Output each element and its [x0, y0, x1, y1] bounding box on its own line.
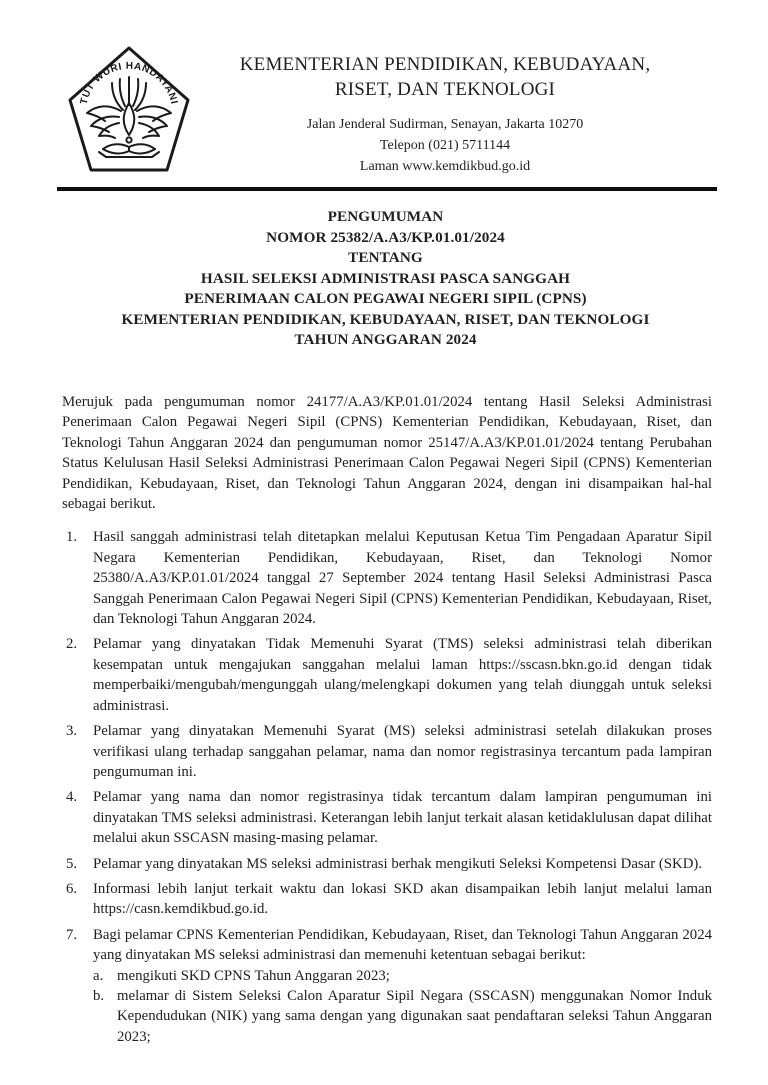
item-lead-text: Bagi pelamar CPNS Kementerian Pendidikan, Kebudayaan, Riset, dan Teknologi Tahun Anggaran 2024 yang dinyatakan MS seleksi administrasi dan memenuhi ketentuan sebagai berikut:	[93, 926, 712, 964]
letterhead-address	[188, 114, 702, 177]
item-text	[93, 925, 712, 1047]
list-item-3	[62, 721, 712, 782]
address-phone: Telepon (021) 5711144	[379, 138, 511, 153]
title-line-nomor: NOMOR 25382/A.A3/KP.01.01/2024	[266, 228, 505, 246]
list-item-7	[62, 925, 712, 1047]
title-line-subject3: KEMENTERIAN PENDIDIKAN, KEBUDAYAAN, RISET, DAN TEKNOLOGI	[121, 310, 650, 328]
list-item-4	[62, 787, 712, 848]
item-number: 4.	[66, 789, 78, 806]
sub-item-label: a.	[93, 967, 104, 984]
list-item-1	[62, 527, 712, 629]
item-text: Hasil sanggah administrasi telah ditetapkan melalui Keputusan Ketua Tim Pengadaan Aparatur Sipil Negara Kementerian Pendidikan, Kebudayaan, Riset, dan Teknologi Nomor 25380/A.A3/KP.01.01/2024 tanggal 27 September 2024 tentang Hasil Seleksi Administrasi Pasca Sanggah Penerimaan Calon Pegawai Negeri Sipil (CPNS) Kementerian Pendidikan, Kebudayaan, Riset, dan Teknologi Tahun Anggaran 2024.	[93, 529, 712, 628]
sub-item-label: b.	[93, 987, 105, 1004]
item-number: 1.	[66, 529, 78, 546]
sub-item-a	[93, 966, 712, 986]
item-number: 6.	[66, 880, 78, 897]
item-number: 3.	[66, 723, 78, 740]
sub-item-text: melamar di Sistem Seleksi Calon Aparatur Sipil Negara (SSCASN) menggunakan Nomor Induk Kependudukan (NIK) yang sama dengan yang digunakan saat pendaftaran seleksi Tahun Anggaran 2023;	[117, 987, 712, 1045]
item-text: Pelamar yang dinyatakan Memenuhi Syarat (MS) seleksi administrasi setelah dilakukan proses verifikasi ulang terhadap sanggahan pelamar, nama dan nomor registrasinya tercantum pada lampiran pengumuman ini.	[93, 723, 712, 780]
item-text: Informasi lebih lanjut terkait waktu dan lokasi SKD akan disampaikan lebih lanjut melalui laman https://casn.kemdikbud.go.id.	[93, 880, 712, 918]
address-website: Laman www.kemdikbud.go.id	[359, 159, 531, 174]
item-number: 2.	[66, 636, 78, 653]
announcement-title	[59, 207, 712, 351]
tut-wuri-handayani-logo-icon	[59, 43, 199, 175]
list-item-2	[62, 634, 712, 716]
item-text: Pelamar yang dinyatakan MS seleksi administrasi berhak mengikuti Seleksi Kompetensi Dasar (SKD).	[93, 855, 703, 872]
list-item-6	[62, 879, 712, 920]
item-text: Pelamar yang nama dan nomor registrasinya tidak tercantum dalam lampiran pengumuman ini dinyatakan TMS seleksi administrasi. Keterangan lebih lanjut terkait alasan ketidaklulusan dapat dilihat melalui akun SSCASN masing-masing pelamar.	[93, 789, 712, 847]
announcement-body	[62, 392, 712, 1052]
address-street: Jalan Jenderal Sudirman, Senayan, Jakarta 10270	[306, 117, 584, 132]
opening-paragraph: Merujuk pada pengumuman nomor 24177/A.A3/KP.01.01/2024 tentang Hasil Seleksi Administrasi Penerimaan Calon Pegawai Negeri Sipil (CPNS) Kementerian Pendidikan, Kebudayaan, Riset, dan Teknologi Tahun Anggaran 2024 dan pengumuman nomor 25147/A.A3/KP.01.01/2024 tentang Perubahan Status Kelulusan Hasil Seleksi Administrasi Penerimaan Calon Pegawai Negeri Sipil (CPNS) Kementerian Pendidikan, Kebudayaan, Riset, dan Teknologi Tahun Anggaran 2024, dengan ini disampaikan hal-hal sebagai berikut.	[62, 394, 712, 513]
item-number: 7.	[66, 926, 78, 943]
logo-emblem	[87, 77, 171, 157]
ministry-name-line2: RISET, DAN TEKNOLOGI	[334, 79, 556, 100]
letterhead-divider	[57, 187, 717, 191]
ministry-name-line1: KEMENTERIAN PENDIDIKAN, KEBUDAYAAN,	[239, 54, 651, 75]
list-item-5	[62, 854, 712, 874]
title-line-pengumuman: PENGUMUMAN	[327, 208, 444, 225]
logo-motto-text: TUT WURI HANDAYANI	[78, 60, 180, 106]
item-number: 5.	[66, 855, 78, 872]
item-text: Pelamar yang dinyatakan Tidak Memenuhi Syarat (TMS) seleksi administrasi telah diberikan kesempatan untuk mengajukan sanggahan melalui laman https://sscasn.bkn.go.id dengan tidak memperbaiki/mengubah/mengunggah ulang/melengkapi dokumen yang telah diunggah untuk seleksi administrasi.	[93, 636, 712, 714]
letterhead	[188, 52, 702, 177]
title-line-subject1: HASIL SELEKSI ADMINISTRASI PASCA SANGGAH	[200, 269, 571, 287]
title-line-tentang: TENTANG	[348, 249, 423, 266]
sub-item-b	[93, 986, 712, 1047]
sub-item-text: mengikuti SKD CPNS Tahun Anggaran 2023;	[117, 967, 390, 984]
title-line-subject4: TAHUN ANGGARAN 2024	[294, 331, 477, 348]
ministry-name	[188, 52, 702, 102]
title-line-subject2: PENERIMAAN CALON PEGAWAI NEGERI SIPIL (CPNS)	[184, 290, 587, 307]
